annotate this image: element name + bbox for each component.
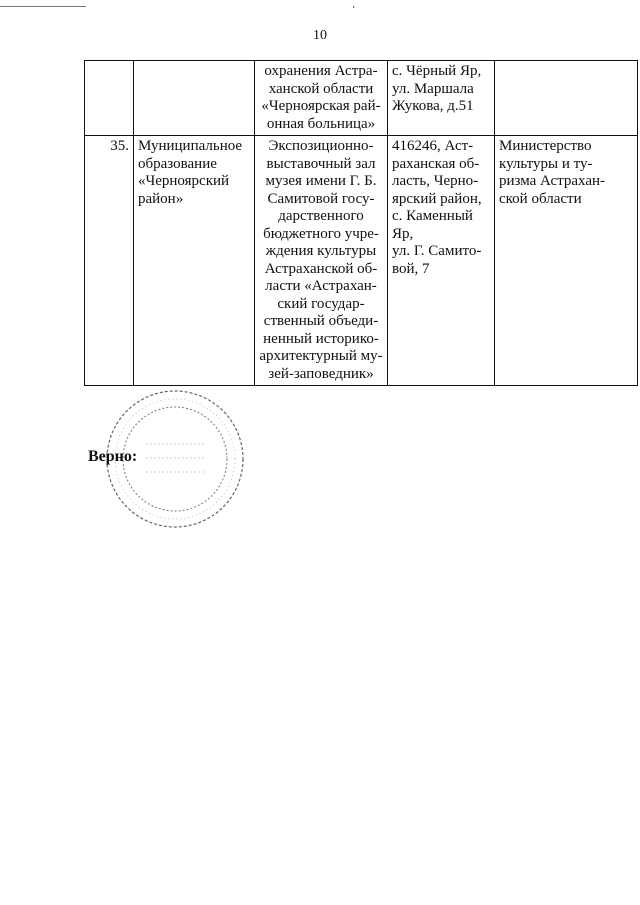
object-cell: охранения Астра- ханской области «Черноярская рай- онная больница» [255, 61, 388, 136]
document-table [84, 60, 638, 386]
municipality-cell: Муниципальное образование «Черноярский район» [134, 136, 255, 386]
verno-label: Верно: [88, 448, 138, 465]
ministry-cell: Министерство культуры и ту- ризма Астрахан- ской области [495, 136, 638, 386]
row-number-cell [85, 61, 134, 136]
table-row [85, 61, 638, 136]
ministry-cell [495, 61, 638, 136]
page-number: 10 [313, 28, 327, 43]
top-mark: ، [352, 0, 356, 11]
object-cell: Экспозиционно- выставочный зал музея имени Г. Б. Самитовой госу- дарственного бюджетного учре- ждения культуры Астраханской об- ласти «Астрахан- ский государ- ственный объеди- ненный историко- архитектурный му- зей-заповедник» [255, 136, 388, 386]
row-number-cell: 35. [85, 136, 134, 386]
top-rule [0, 6, 86, 7]
address-cell: 416246, Аст- раханская об- ласть, Черно- ярский район, с. Каменный Яр, ул. Г. Самито- вой, 7 [388, 136, 495, 386]
address-cell: с. Чёрный Яр, ул. Маршала Жукова, д.51 [388, 61, 495, 136]
table-row [85, 136, 638, 386]
municipality-cell [134, 61, 255, 136]
